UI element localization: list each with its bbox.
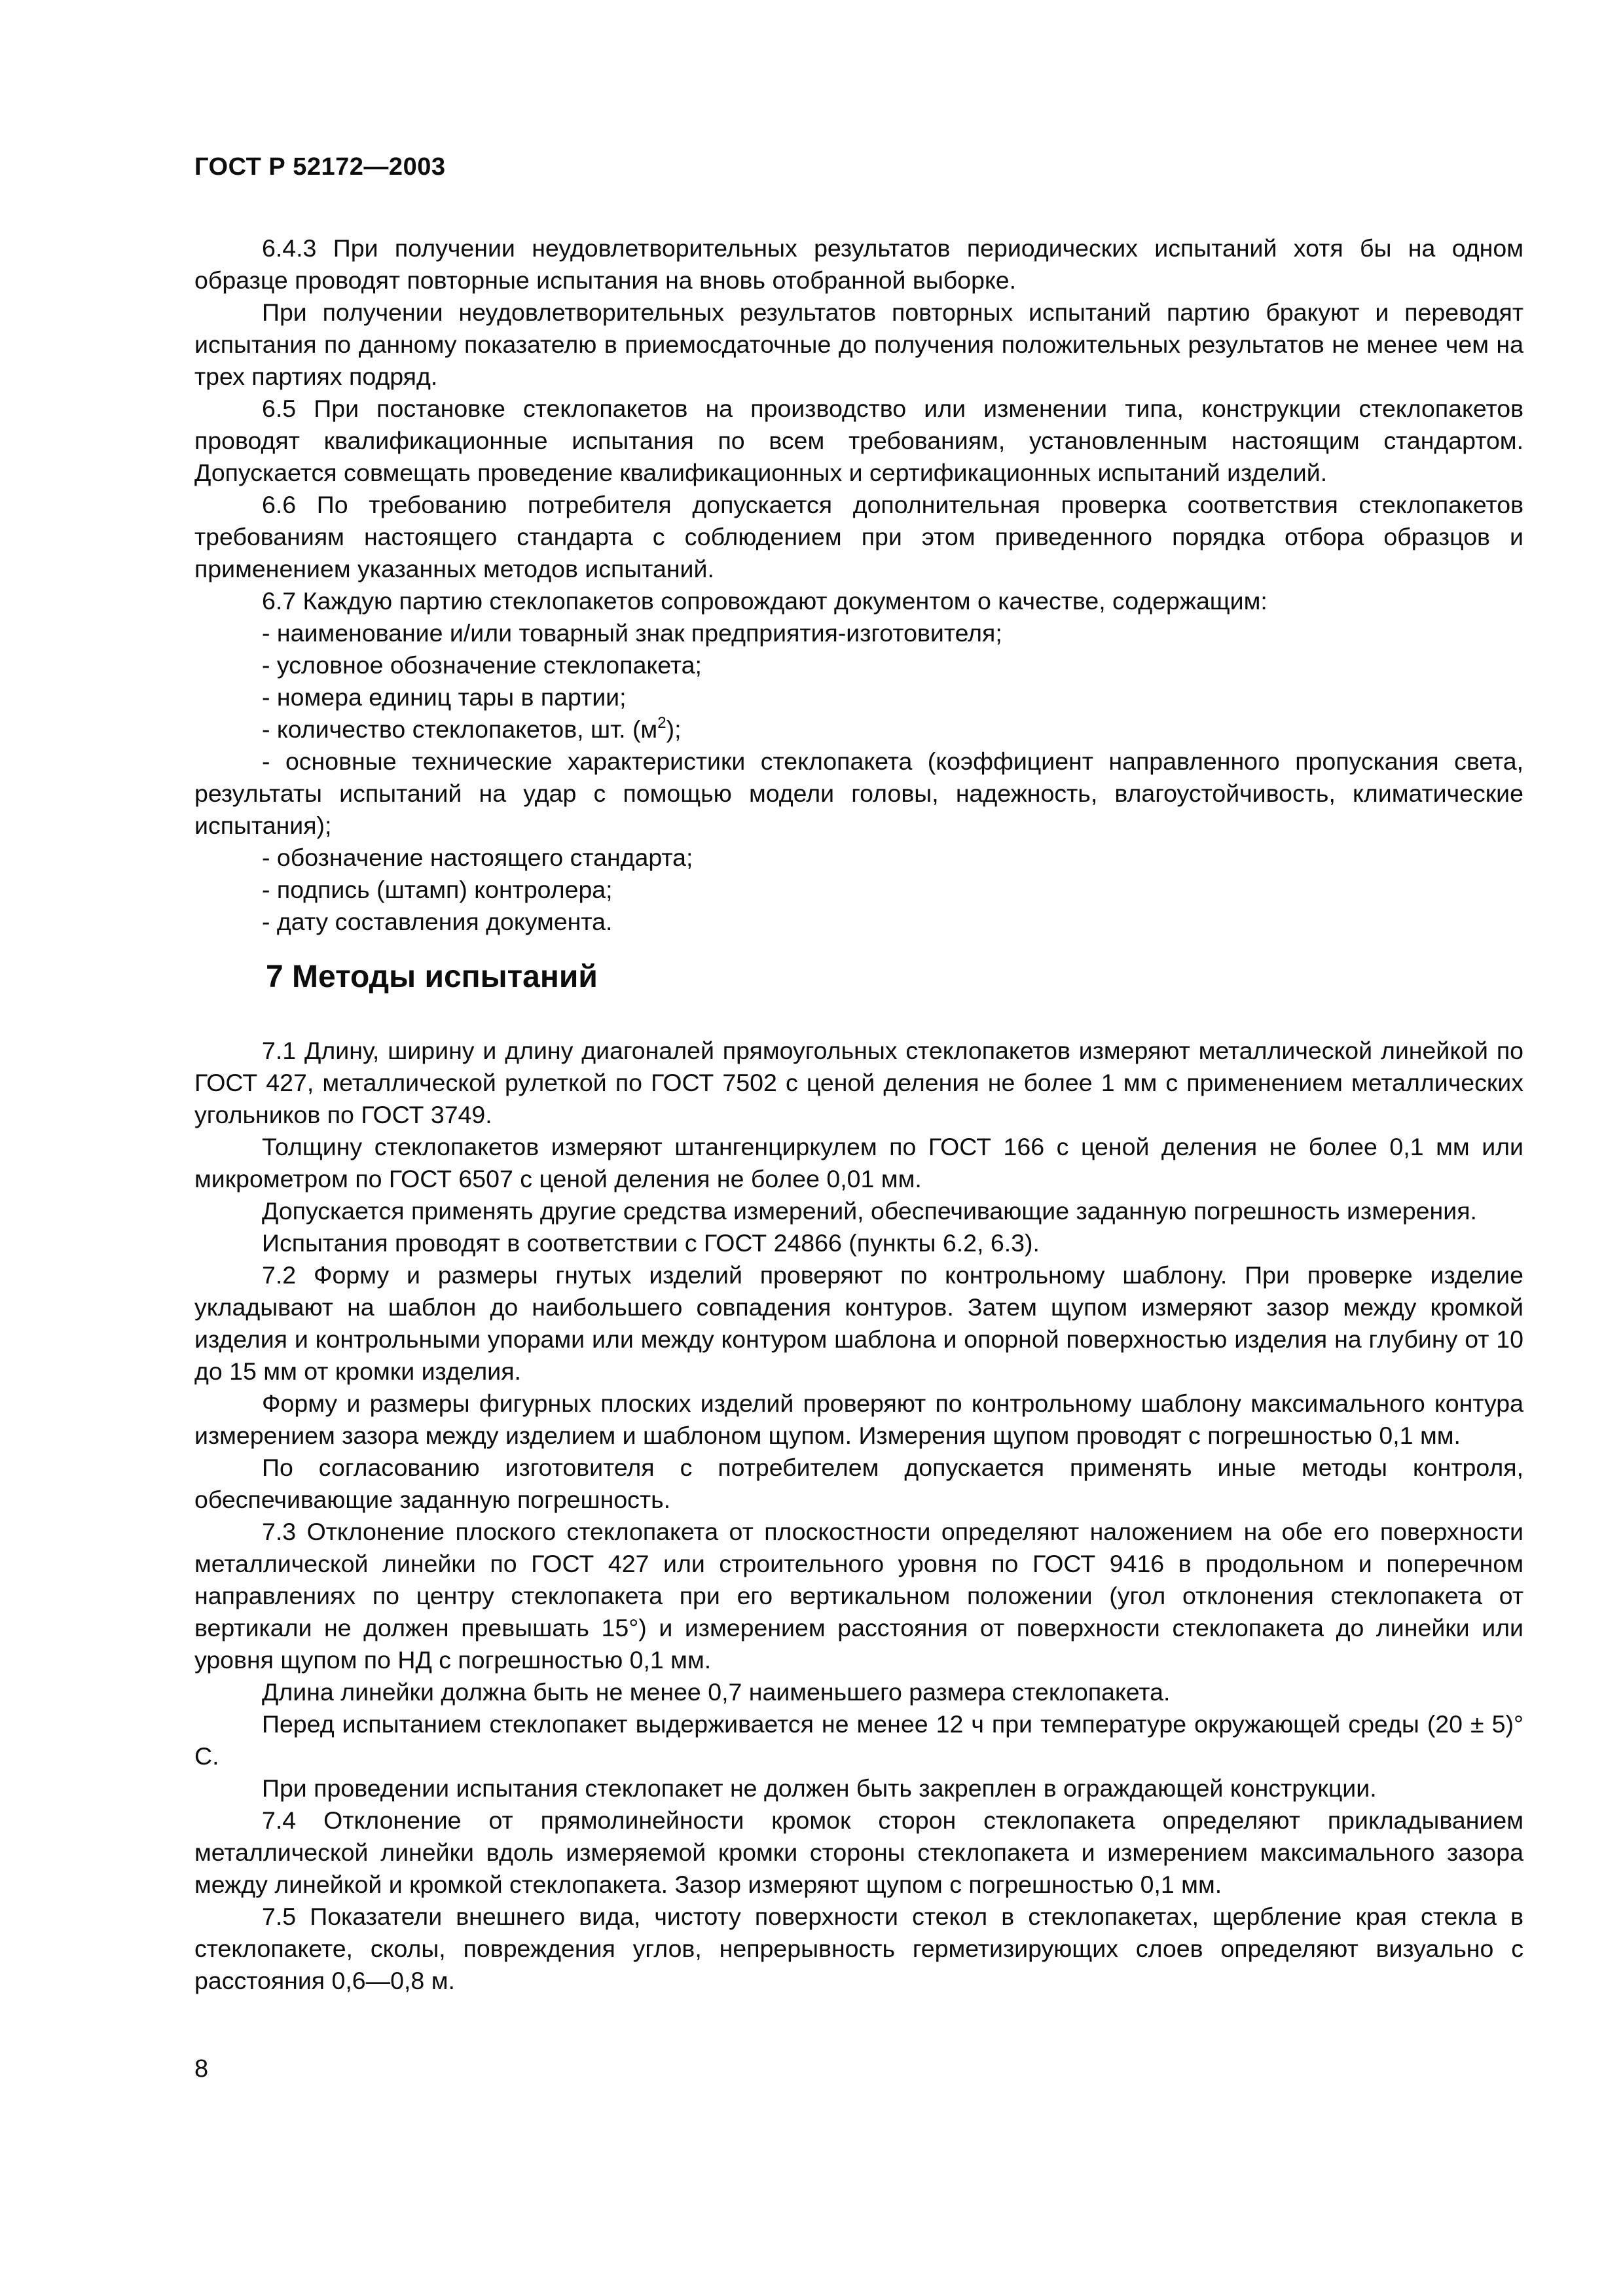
document-header-code: ГОСТ Р 52172—2003 [194, 153, 446, 181]
paragraph: 7.3 Отклонение плоского стеклопакета от плоскостности определяют наложением на обе его поверхности металлической линейки по ГОСТ 427 или строительного уровня по ГОСТ 9416 в продольном и поперечном направлениях по центру стеклопакета при его вертикальном положении (угол отклонения стеклопакета от вертикали не должен превышать 15°) и измерением расстояния от поверхности стеклопакета до линейки или уровня щупом по НД с погрешностью 0,1 мм. [194, 1518, 1523, 1674]
superscript: 2 [657, 713, 666, 732]
paragraph: Допускается применять другие средства измерений, обеспечивающие заданную погрешность измерения. [262, 1197, 1477, 1225]
paragraph: - наименование и/или товарный знак предприятия-изготовителя; [262, 619, 1002, 647]
paragraph: 7.5 Показатели внешнего вида, чистоту поверхности стекол в стеклопакетах, щербление края стекла в стеклопакете, сколы, повреждения углов, непрерывность герметизирующих слоев определяют визуально с расстояния 0,6—0,8 м. [194, 1903, 1523, 1994]
paragraph: - номера единиц тары в партии; [262, 683, 627, 711]
paragraph: 6.5 При постановке стеклопакетов на производство или изменении типа, конструкции стеклопакетов проводят квалификационные испытания по всем требованиям, установленным настоящим стандартом. Допускается совмещать проведение квалификационных и сертификационных испытаний изделий. [194, 395, 1523, 486]
section-7-text [194, 1035, 1523, 1997]
paragraph: - обозначение настоящего стандарта; [262, 844, 693, 871]
paragraph: 6.7 Каждую партию стеклопакетов сопровождают документом о качестве, содержащим: [262, 587, 1267, 615]
paragraph: 7.2 Форму и размеры гнутых изделий проверяют по контрольному шаблону. При проверке изделие укладывают на шаблон до наибольшего совпадения контуров. Затем щупом измеряют зазор между кромкой изделия и контрольными упорами или между контуром шаблона и опорной поверхностью изделия на глубину от 10 до 15 мм от кромки изделия. [194, 1261, 1523, 1385]
paragraph: При проведении испытания стеклопакет не должен быть закреплен в ограждающей конструкции. [262, 1774, 1377, 1802]
paragraph: По согласованию изготовителя с потребителем допускается применять иные методы контроля, обеспечивающие заданную погрешность. [194, 1454, 1523, 1513]
paragraph: При получении неудовлетворительных результатов повторных испытаний партию бракуют и переводят испытания по данному показателю в приемосдаточные до получения положительных результатов не менее чем на трех партиях подряд. [194, 298, 1523, 390]
paragraph: Форму и размеры фигурных плоских изделий проверяют по контрольному шаблону максимального контура измерением зазора между изделием и шаблоном щупом. Измерения щупом проводят с погрешностью 0,1 мм. [194, 1390, 1523, 1449]
paragraph: - подпись (штамп) контролера; [262, 876, 613, 903]
paragraph: - дату составления документа. [262, 908, 613, 935]
section-6-text [194, 232, 1523, 938]
paragraph: Длина линейки должна быть не менее 0,7 наименьшего размера стеклопакета. [262, 1678, 1171, 1706]
paragraph: - количество стеклопакетов, шт. $(м^2)$; [262, 713, 682, 743]
paragraph: Толщину стеклопакетов измеряют штангенциркулем по ГОСТ 166 с ценой деления не более 0,1 мм или микрометром по ГОСТ 6507 с ценой деления не более 0,01 мм. [194, 1133, 1523, 1193]
section-heading: 7 Методы испытаний [266, 960, 598, 994]
paragraph: 6.4.3 При получении неудовлетворительных результатов периодических испытаний хотя бы на одном образце проводят повторные испытания на вновь отобранной выборке. [194, 234, 1523, 294]
paragraph: - условное обозначение стеклопакета; [262, 651, 702, 679]
paragraph: 7.4 Отклонение от прямолинейности кромок сторон стеклопакета определяют прикладыванием металлической линейки вдоль измеряемой кромки стороны стеклопакета и измерением максимального зазора между линейкой и кромкой стеклопакета. Зазор измеряют щупом с погрешностью 0,1 мм. [194, 1806, 1523, 1898]
paragraph: - основные технические характеристики стеклопакета (коэффициент направленного пропускания света, результаты испытаний на удар с помощью модели головы, надежность, влагоустойчивость, климатические испытания); [194, 747, 1523, 839]
paragraph: 7.1 Длину, ширину и длину диагоналей прямоугольных стеклопакетов измеряют металлической линейкой по ГОСТ 427, металлической рулеткой по ГОСТ 7502 с ценой деления не более 1 мм с применением металлических угольников по ГОСТ 3749. [194, 1037, 1523, 1128]
paragraph: Испытания проводят в соответствии с ГОСТ 24866 (пункты 6.2, 6.3). [262, 1229, 1040, 1257]
page-number: 8 [194, 2055, 209, 2083]
paragraph: Перед испытанием стеклопакет выдерживается не менее 12 ч при температуре окружающей среды (20 ± 5)° С. [194, 1710, 1523, 1770]
paragraph: 6.6 По требованию потребителя допускается дополнительная проверка соответствия стеклопакетов требованиям настоящего стандарта с соблюдением при этом приведенного порядка отбора образцов и применением указанных методов испытаний. [194, 491, 1523, 583]
